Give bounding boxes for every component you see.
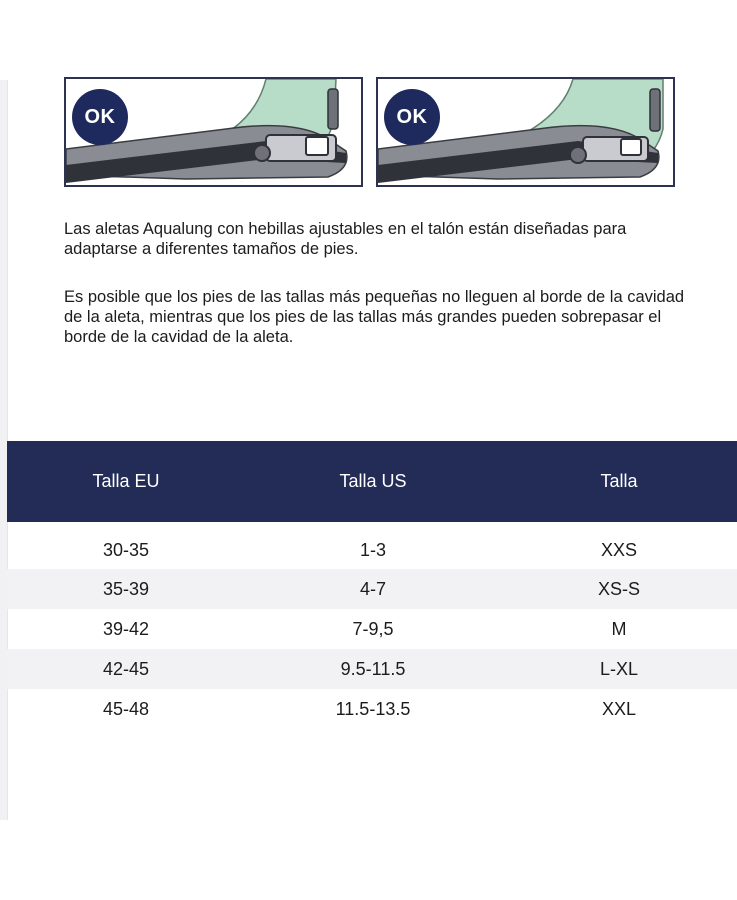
cell-us: 1-3 — [359, 540, 386, 560]
table-row — [7, 689, 737, 729]
ok-badge: OK — [72, 89, 128, 145]
size-table — [7, 441, 737, 729]
cell-us: 11.5-13.5 — [335, 698, 411, 719]
cell-eu: 35-39 — [7, 569, 245, 609]
table-row — [7, 522, 737, 569]
fin-fit-illustrations — [64, 77, 681, 189]
cell-us: 4-7 — [245, 569, 501, 609]
cell-eu: 45-48 — [102, 698, 150, 719]
cell-eu: 39-42 — [102, 618, 150, 639]
header-eu: Talla EU — [7, 441, 245, 522]
table-row — [7, 609, 737, 649]
table-row — [7, 569, 737, 609]
cell-size: XXS — [600, 540, 638, 560]
intro-paragraph-2: Es posible que los pies de las tallas más pequeñas no lleguen al borde de la cavidad de la aleta, mientras que los pies de las tallas más grandes pueden sobrepasar el borde de la cavidad de la aleta. — [64, 288, 685, 346]
cell-us: 7-9,5 — [352, 618, 394, 639]
cell-size: L-XL — [501, 649, 737, 689]
intro-paragraph-1: Las aletas Aqualung con hebillas ajustables en el talón están diseñadas para adaptarse a diferentes tamaños de pies. — [64, 220, 627, 258]
ok-badge: OK — [384, 89, 440, 145]
table-row — [7, 649, 737, 689]
cell-size: XS-S — [501, 569, 737, 609]
cell-eu: 30-35 — [102, 540, 150, 560]
cell-size: M — [611, 618, 627, 639]
size-table-header-row — [7, 441, 737, 522]
header-size: Talla — [501, 441, 737, 522]
header-us: Talla US — [245, 441, 501, 522]
fin-illustration-small-foot — [64, 77, 363, 187]
cell-eu: 42-45 — [7, 649, 245, 689]
cell-us: 9.5-11.5 — [245, 649, 501, 689]
cell-size: XXL — [601, 698, 637, 719]
fin-illustration-large-foot — [376, 77, 675, 187]
